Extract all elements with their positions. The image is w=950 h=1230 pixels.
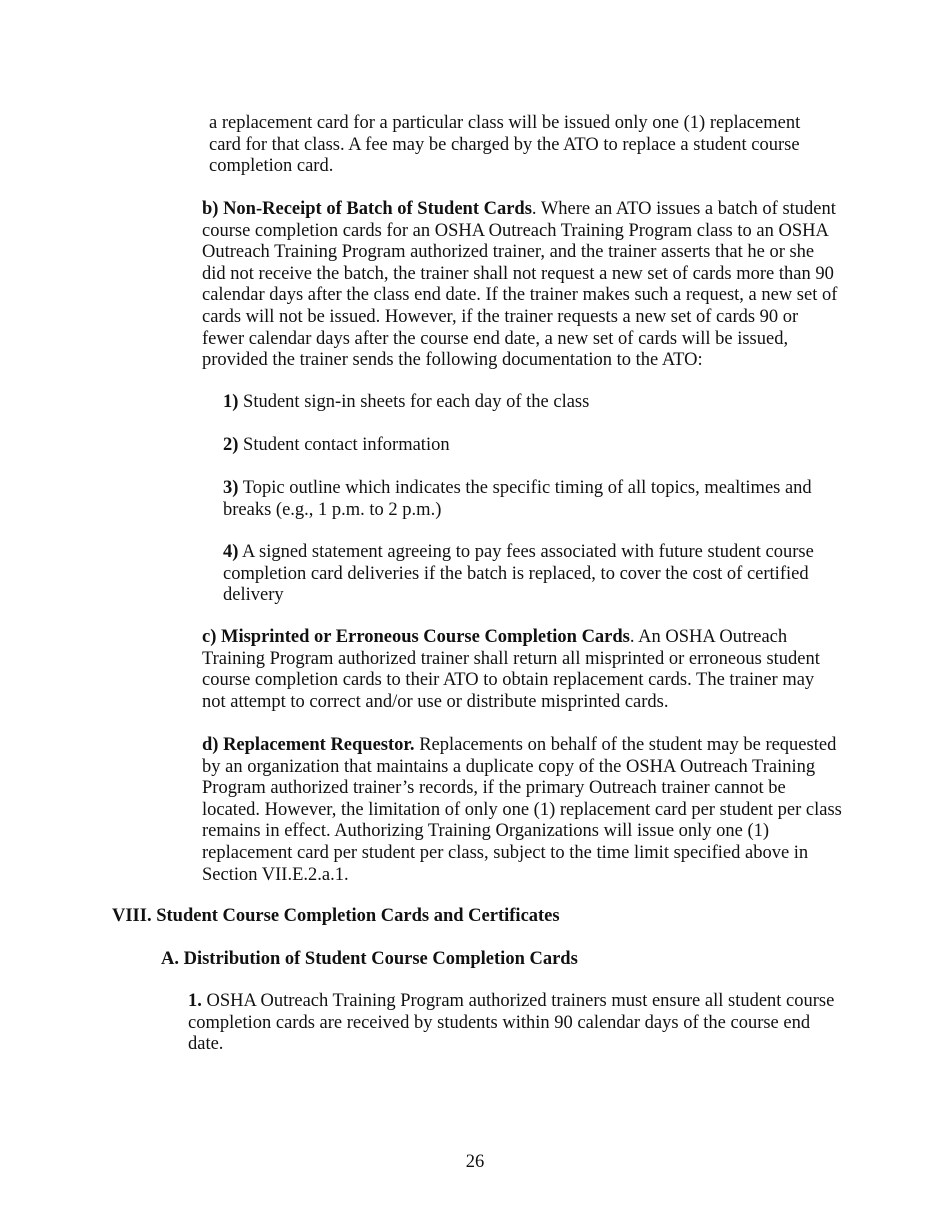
section-d-paragraph xyxy=(202,735,842,886)
list-item-text: A signed statement agreeing to pay fees associated with future student course completion card deliveries if the batch is replaced, to cover the cost of certified delivery xyxy=(223,542,814,606)
section-c-heading: c) Misprinted or Erroneous Course Completion Cards xyxy=(202,627,630,647)
list-item xyxy=(223,392,833,414)
list-item-number: 2) xyxy=(223,435,239,455)
list-item-text: OSHA Outreach Training Program authorized trainers must ensure all student course completion cards are received by students within 90 calendar days of the course end date. xyxy=(188,991,835,1055)
list-item xyxy=(223,542,833,607)
list-item-text: Topic outline which indicates the specific timing of all topics, mealtimes and breaks (e.g., 1 p.m. to 2 p.m.) xyxy=(223,478,812,520)
section-d-text: Replacements on behalf of the student may be requested by an organization that maintains a duplicate copy of the OSHA Outreach Training Program authorized trainer’s records, if the primary Outreach trainer cannot be located. However, the limitation of only one (1) replacement card per student per class remains in effect. Authorizing Training Organizations will issue only one (1) replacement card per student per class, subject to the time limit specified above in Section VII.E.2.a.1. xyxy=(202,735,842,885)
list-item-number: 4) xyxy=(223,542,239,562)
section-d-heading: d) Replacement Requestor. xyxy=(202,735,415,755)
section-b-text: . Where an ATO issues a batch of student course completion cards for an OSHA Outreach Training Program class to an OSHA Outreach Training Program authorized trainer, and the trainer asserts that he or she did not receive the batch, the trainer shall not request a new set of cards more than 90 calendar days after the class end date. If the trainer makes such a request, a new set of cards will not be issued. However, if the trainer requests a new set of cards 90 or fewer calendar days after the course end date, a new set of cards will be issued, provided the trainer sends the following documentation to the ATO: xyxy=(202,199,838,371)
section-c-text: . An OSHA Outreach Training Program authorized trainer shall return all misprinted or erroneous student course completion cards to their ATO to obtain replacement cards. The trainer may not attempt to correct and/or use or distribute misprinted cards. xyxy=(202,627,820,712)
list-item-number: 3) xyxy=(223,478,239,498)
list-item-number: 1. xyxy=(188,991,202,1011)
subsection-a-item xyxy=(188,991,843,1056)
list-item xyxy=(223,478,833,521)
section-c-paragraph xyxy=(202,627,842,713)
section-viii-heading: VIII. Student Course Completion Cards and Certificates xyxy=(112,906,560,926)
page-number: 26 xyxy=(465,1152,485,1172)
list-item xyxy=(223,435,833,457)
section-b-heading: b) Non-Receipt of Batch of Student Cards xyxy=(202,199,532,219)
subsection-a-heading: A. Distribution of Student Course Completion Cards xyxy=(161,949,578,969)
list-item-number: 1) xyxy=(223,392,239,412)
section-b-paragraph xyxy=(202,199,842,372)
list-item-text: Student sign-in sheets for each day of the class xyxy=(238,392,590,412)
list-item-text: Student contact information xyxy=(238,435,450,455)
intro-paragraph: a replacement card for a particular class will be issued only one (1) replacement card for that class. A fee may be charged by the ATO to replace a student course completion card. xyxy=(209,113,801,177)
